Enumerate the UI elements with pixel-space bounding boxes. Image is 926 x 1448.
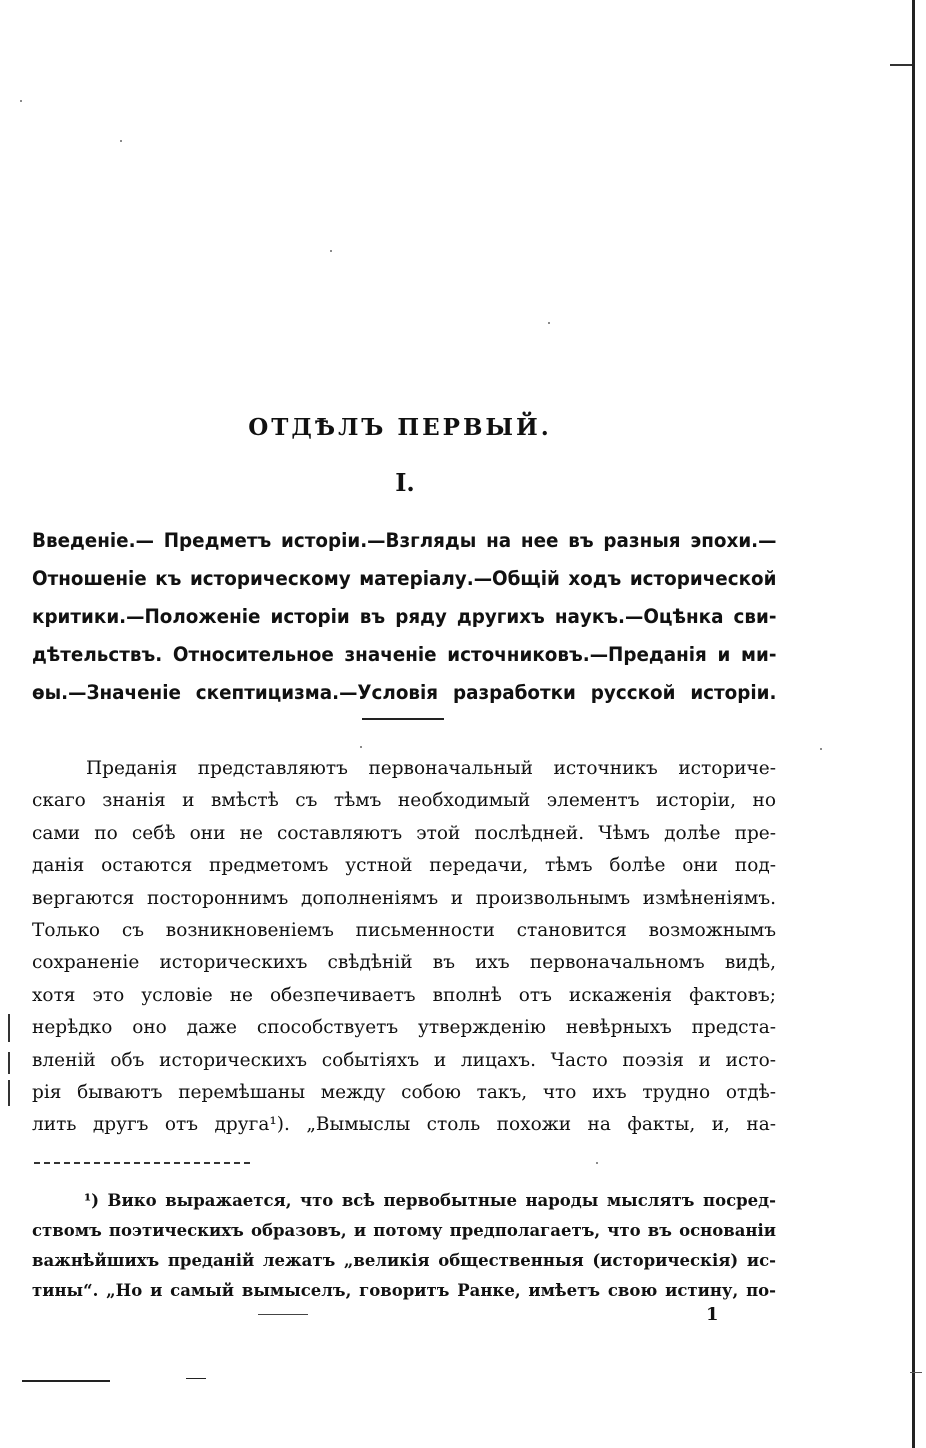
section-numeral: I. [395,468,415,497]
body-line: Преданія представляютъ первоначальный источникъ историче- [86,758,776,779]
footnote-line: тины“. „Но и самый вымыселъ, говоритъ Ранке, имѣетъ свою истину, по- [32,1281,776,1300]
footnote-line: ¹) Вико выражается, что всѣ первобытные народы мыслятъ посред- [84,1191,776,1210]
footnote-line: ствомъ поэтическихъ образовъ, и потому предполагаетъ, что въ основаніи [32,1221,776,1240]
summary-line: Отношеніе къ историческому матеріалу.—Общій ходъ исторической [32,567,777,590]
scan-speck [596,1162,598,1164]
body-line: рія бываютъ перемѣшаны между собою такъ, что ихъ трудно отдѣ- [32,1082,776,1104]
scan-speck [330,250,332,252]
body-line: данія остаются предметомъ устной передачи, тѣмъ болѣе они под- [32,855,776,877]
chapter-heading: ОТДѢЛЪ ПЕРВЫЙ. [248,414,552,441]
scan-rule [186,1378,206,1379]
body-line: сохраненіе историческихъ свѣдѣній въ ихъ первоначальномъ видѣ, [32,952,776,974]
scan-rule [22,1380,110,1382]
body-line: хотя это условіе не обезпечиваетъ вполнѣ отъ искаженія фактовъ; [32,984,776,1006]
margin-mark [8,1080,10,1106]
body-line: скаго знанія и вмѣстѣ съ тѣмъ необходимый элементъ исторіи, но [32,790,776,812]
summary-line: критики.—Положеніе исторіи въ ряду другихъ наукъ.—Оцѣнка сви- [32,605,777,628]
margin-mark [8,1052,10,1074]
body-line: лить другъ отъ друга¹). „Вымыслы столь похожи на факты, и, на- [32,1114,776,1136]
body-line: нерѣдко оно даже способствуетъ утвержденію невѣрныхъ предста- [32,1017,776,1039]
summary-line: Введеніе.— Предметъ исторіи.—Взгляды на нее въ разныя эпохи.— [32,529,777,552]
page-number: 1 [706,1304,719,1325]
separator-rule [362,718,444,720]
signature-rule [258,1314,308,1315]
scan-edge-mark [890,64,912,66]
scan-edge-line [912,0,915,1448]
margin-mark [8,1014,10,1042]
scan-edge-mark [910,1372,922,1373]
chapter-summary [32,522,776,712]
summary-line: ѳы.—Значеніе скептицизма.—Условія разработки русской исторіи. [32,681,777,704]
footnote [32,1186,776,1306]
scan-speck [548,322,550,324]
scan-speck [120,140,122,142]
body-paragraph [32,753,776,1142]
body-line: Только съ возникновеніемъ письменности становится возможнымъ [32,920,776,942]
scan-speck [360,746,362,748]
footnote-line: важнѣйшихъ преданій лежатъ „великія общественныя (историческія) ис- [32,1251,776,1270]
scan-speck [20,100,22,102]
footnote-rule [34,1162,250,1164]
body-line: вергаются постороннимъ дополненіямъ и произвольнымъ измѣненіямъ. [32,887,776,909]
body-line: вленій объ историческихъ событіяхъ и лицахъ. Часто поэзія и исто- [32,1049,776,1071]
body-line: сами по себѣ они не составляютъ этой послѣдней. Чѣмъ долѣе пре- [32,822,776,844]
summary-line: дѣтельствъ. Относительное значеніе источниковъ.—Преданія и ми- [32,643,777,666]
scan-speck [820,748,822,750]
